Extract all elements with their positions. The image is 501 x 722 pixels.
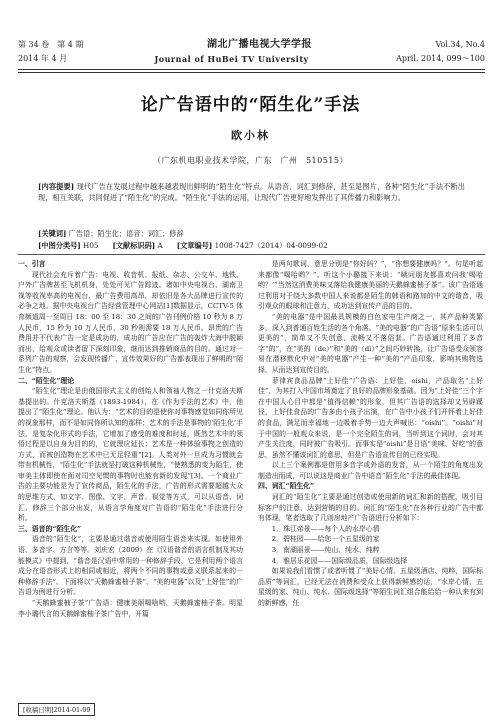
body-column-left	[18, 259, 243, 619]
paragraph: 现代社会充斥着广告：电视、收音机、报纸、杂志、公交车、地铁、户外广告牌甚至飞机机身，处处可见广告踪迹。诸如中央电视台、湖南卫视等收视率高的电视台，最广告费用高昂，却依旧是各大品牌进行宣传的必争之地。据中央电视台广告经营管理中心网站[1]数据显示，CCTV-5 体育频道周一至周日 18：00 至 18：30 之间的广告刊例价格 10 秒为 8 万人民币，15 秒为 10 万人民币，30 秒则需要 18 万人民币。昂贵的广告费用并不代表广告一定是成功的，成功的广告应在广告的轰炸大海中脱颖而出，给观众或读者留下深刻印象，继而达到推销商品的目的。通过对一系列广告的观察，会发现传播广、宣传效果好的广告都表现出了鲜明的“陌生化”特点。	[18, 270, 243, 374]
article-title: 论广告语中的“陌生化”手法	[140, 95, 361, 115]
section-heading-theory: 二、“陌生化”理论	[18, 376, 75, 385]
section-heading-phonetics: 三、语音的“陌生化”	[18, 524, 82, 533]
volume-en: Vol.34, No.4	[435, 40, 485, 49]
paragraph: 菲律宾食品品牌“上好佳”广告语：上好佳，oishi，产品取名“上好佳”，为其打入中国市场奠定了良好的品牌形象基础。因为“上好佳”三个字在中国人心目中都是“值得信赖”的形象，但其广告语的选择却又另辟蹊径，上好佳食品的广告多由小孩子出演，在广告中小孩子们开怀着上好佳的食品，满足而幸福地一边吸着手势一边大声喊出：“oishi”。“oishi”对于中国的一般观众来说，是一个完全陌生的词，当听到这个词时，会对其产生关注度，同时被广告吸引。而事实是“oishi”是日语“美味、好吃”的意思，虽然不懂该词汇的意思，但是广告语宣传目的已经实现。	[258, 376, 483, 459]
clc-value: H05	[83, 241, 99, 250]
header-rule-thin	[18, 72, 485, 73]
article-meta	[38, 240, 465, 251]
author-affiliation: （广东机电职业技术学院，广东 广州 510515）	[152, 156, 349, 165]
article-id-label: [文章编号]	[176, 241, 213, 250]
date-en: April. 2014, 099～100	[396, 54, 485, 63]
section-heading-vocabulary: 四、词汇“陌生化”	[258, 482, 315, 491]
paragraph: 词汇的“陌生化”主要是通过创造或使用新的词汇和新的搭配，吸引目标客户的注意，达到营销的目的。词汇的“陌生化”在各种行业的广告中都有体现，笔者选取了几则房地产广告语进行分析如下：	[258, 493, 483, 523]
keywords-text: 广告语；陌生化；语音；词汇；修辞	[68, 229, 184, 238]
header-rule-thick	[18, 69, 485, 70]
volume-cn: 第 34 卷 第 4 期	[18, 40, 84, 49]
clc-label: [中图分类号]	[38, 241, 81, 250]
section-heading-intro: 一、引言	[18, 260, 46, 268]
article-author: 欧小林	[231, 129, 270, 142]
article-id-value: 1008-7427（2014）04-0099-02	[214, 241, 328, 250]
journal-name-en: Journal of HuBei TV University	[154, 54, 309, 64]
date-cn: 2014 年 4 月	[18, 54, 68, 63]
doc-code-label: [文献标识码]	[112, 241, 156, 250]
list-item: 2．碧桂园——给您一个五星级的家	[271, 535, 380, 544]
journal-header	[18, 38, 485, 70]
paragraph: 是两句歌词，意思分别是“你好吗？”，“你想要健康吗？”。句尾听起来都像“喝哈哟？”。听这个小璐接下来说：“咦问朋友都喜欢问我‘喝哈哟？’”当然这消费美味又落给我健康美丽的天鹅蜂蜜柚子茶”。该广告语通过利用对于绕大多数中国人来说都是陌生的韩语和路加的中文的谐音，吸引观众的眼球和注意力，成功达到宣传产品的目的。	[258, 260, 483, 311]
doc-code-value: A	[157, 241, 163, 250]
abstract	[38, 181, 465, 203]
paragraph: “美的电器”是中国最具规模的白色家电生产商之一，其产品种类繁多，深入到普通百姓生活的各个角落。“美的电器”的广告语“原来生活可以更美的”，简单又不失创意，流畅又不落俗套。广告语通过利用了多音字“的”，在“美的（de）”和“美的（dì）”之间巧妙转换，让广告语受众领容易在潜移默化中对“美的电器”产生一种“美的”产品印象，影响其购物选择，从而达到宣传目的。	[258, 312, 483, 374]
journal-name-cn: 湖北广播电视大学学报	[206, 39, 312, 50]
paragraph: “陌生化”理论是由俄国形式主义的创始人和领袖人物之一什克洛夫斯基提出的。什克洛夫斯基（1893-1984），在《作为手法的艺术》中，他提出了“陌生化”理论。他认为：“艺术的目的是使你对事物感觉如同你所见的视象那样，而不是如同你所认知的那样；艺术的手法是事物的‘陌生化’手法，是复杂化形式的手法，它增加了感受的难度和时延，既然艺术中的领悟过程是以自身为目的的，它就理应延长；艺术是一种体验事物之创造的方式，而被创造物在艺术中已无足轻重”[2]。人类对外一旦成为习惯就会带有机械性，“陌生化”手法就是打破这种机械性，“使熟悉的变为陌生，使审美主体即使在面对司空见惯的事物时也能有新的发现”[3]。一个商业广告的主要功能是为了宣传商品，陌生化的手法，广告的形式需要超越大众的思维方式，如文字、图像、文字、声音、视觉等方式，可以从语音、词汇、修辞三个部分出发，从语言学角度对广告语的“陌生化”手法进行分析。	[18, 387, 243, 523]
keywords	[38, 228, 465, 239]
list-item: 4．雅居乐花园——国际级品质，国际级选择	[271, 556, 408, 565]
abstract-divider	[18, 254, 485, 255]
abstract-label: [内容提要]	[38, 182, 75, 191]
received-date: [收稿日期]2014-01-09	[18, 703, 95, 716]
paragraph: 如果说我们看惯了或者听惯了“美好心情、五星级酒店、纯粹，国际标品质”等词汇，已经无法在消费和受众上获得新鲜感的话，“水岸心情、五星级的家、纯山、纯水、国际级选择”等陌生词汇组合能给给一种认来有到的新鲜感，任	[258, 567, 483, 607]
paragraph: 语音的“陌生化”，主要是通过谐音或使用陌生语音来实现。如使用外语、多音字、方言等等。刘庆宏（2009）在《汉语谐音的语言机制及其功能模式》中提到，“谐音是汉语中常用的一种修辞手段，它是利用两个语言成分在语音形式上的相同或相近，将两个不同的事物或意义联系起来的一种修辞手法”。下面将以“天鹅蜂蜜柚子茶”、“美的电器”以及“上好佳”的广告语为例进行分析。	[18, 535, 243, 597]
paragraph: 以上三个案例都是借用多音字或外语的发音，从一个陌生的角度出发制造出而成，可以说这是商业广告中语音“陌生化”手法的最佳体现。	[258, 461, 483, 480]
paragraph: “天鹅蜂蜜柚子茶”广告语：健康美丽喝啥哟，天鹅蜂蜜柚子茶。明星李小璐代言的天鹅蜂蜜柚子茶广告中，开篇	[18, 599, 243, 618]
abstract-text: 现代广告在发展过程中越来越表现出鲜明的“陌生化”特点。从语音、词汇到修辞，甚至是图片，各种“陌生化”手法不断出现，相互关联，共同促进了“陌生化”的完成。“陌生化”手法的运用，让现代广告更好地发挥出了其传播力和影响力。	[38, 182, 465, 203]
list-item: 3．南湖丽景——纯山、纯水、纯粹	[271, 546, 380, 555]
keywords-label: [关键词]	[38, 229, 67, 238]
body-column-right	[258, 259, 483, 609]
list-item: 1．珠江帝景——每个人的水岸心情	[271, 524, 380, 533]
